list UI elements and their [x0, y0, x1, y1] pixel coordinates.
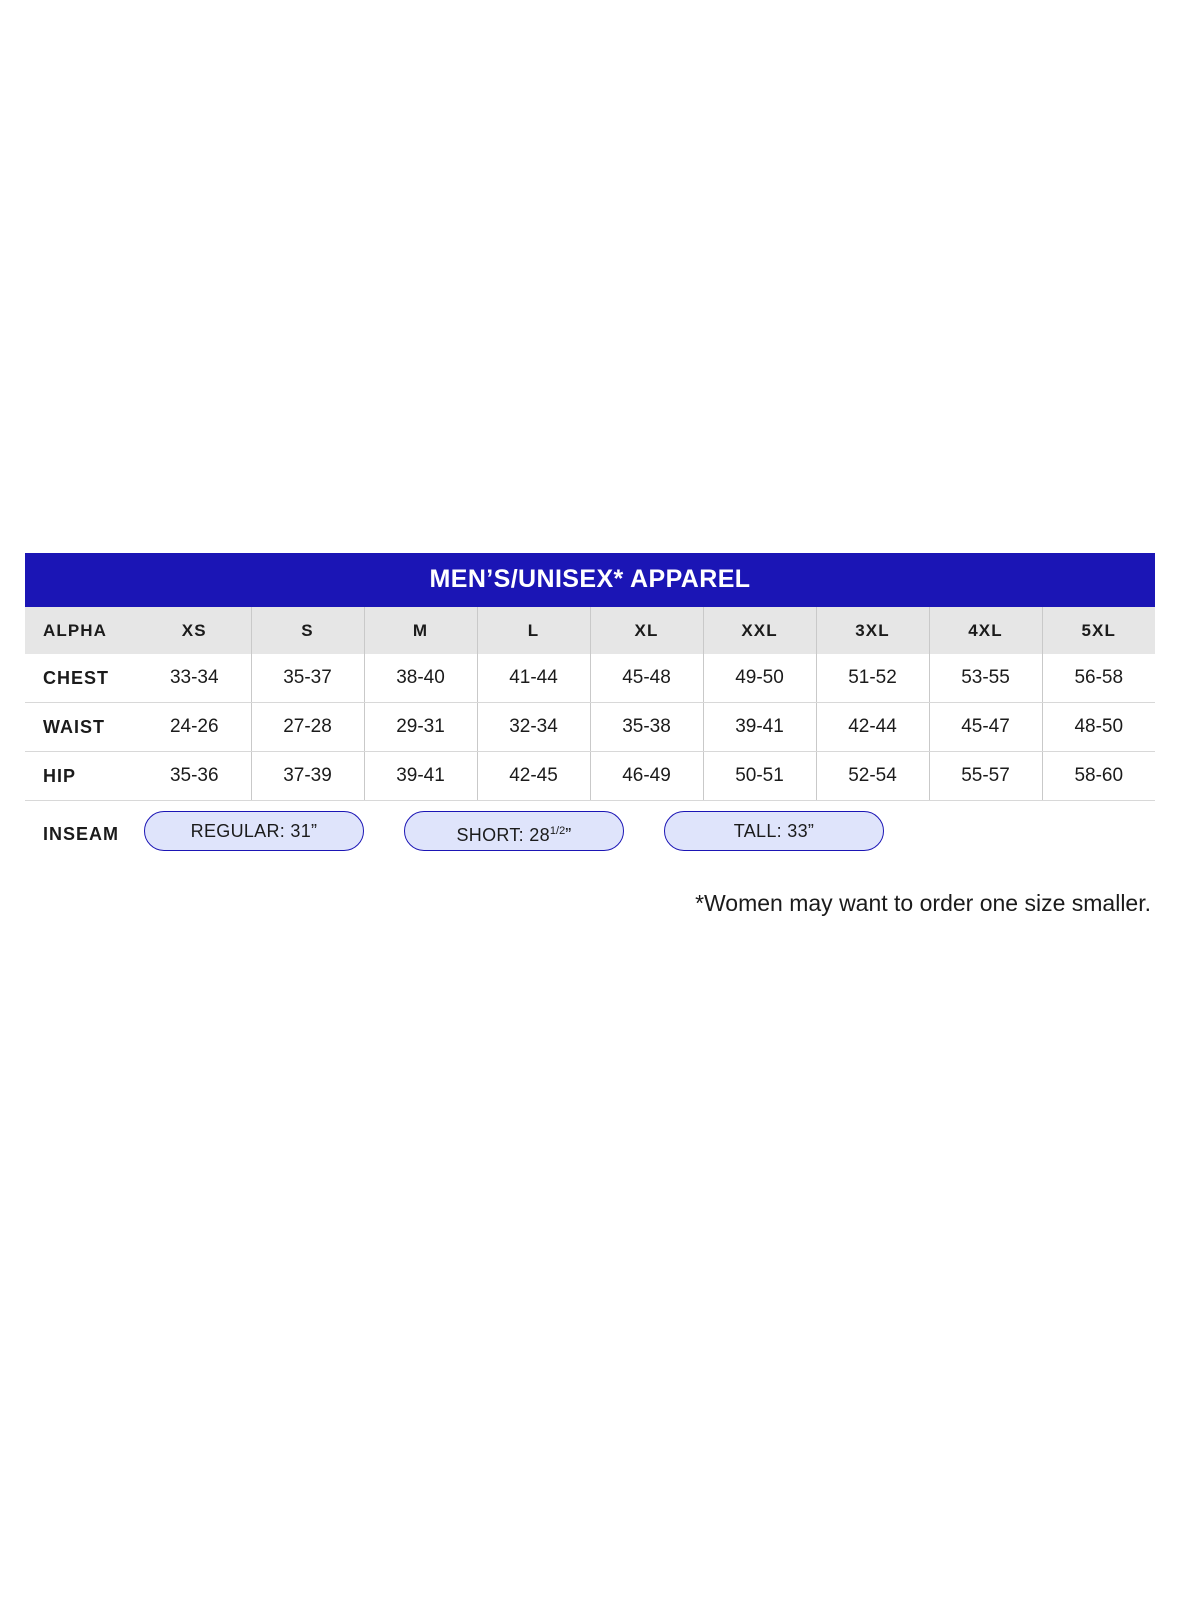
- cell-hip-4xl: 55-57: [929, 752, 1042, 801]
- footnote: *Women may want to order one size smaller.: [695, 890, 1151, 916]
- size-chart: [25, 553, 1155, 867]
- chart-title: MEN’S/UNISEX* APPAREL: [25, 553, 1155, 607]
- cell-hip-s: 37-39: [251, 752, 364, 801]
- inseam-options: [138, 801, 1155, 868]
- row-label-inseam: INSEAM: [43, 823, 120, 844]
- cell-waist-3xl: 42-44: [816, 703, 929, 752]
- row-label-waist: WAIST: [25, 703, 138, 752]
- cell-waist-xxl: 39-41: [703, 703, 816, 752]
- column-header-s: S: [251, 607, 364, 654]
- column-header-m: M: [364, 607, 477, 654]
- column-header-xl: XL: [590, 607, 703, 654]
- cell-waist-xs: 24-26: [138, 703, 251, 752]
- row-label-hip: HIP: [25, 752, 138, 801]
- table-header-row: [25, 607, 1155, 654]
- cell-waist-m: 29-31: [364, 703, 477, 752]
- inseam-option-tall[interactable]: TALL: 33”: [664, 811, 884, 851]
- column-header-alpha: ALPHA: [43, 621, 108, 640]
- cell-hip-xl: 46-49: [590, 752, 703, 801]
- cell-chest-l: 41-44: [477, 654, 590, 703]
- inseam-short-fraction: 1/2: [549, 825, 566, 837]
- cell-chest-xs: 33-34: [138, 654, 251, 703]
- table-row: [25, 752, 1155, 801]
- cell-chest-xxl: 49-50: [703, 654, 816, 703]
- column-header-xs: XS: [138, 607, 251, 654]
- column-header-3xl: 3XL: [816, 607, 929, 654]
- cell-chest-4xl: 53-55: [929, 654, 1042, 703]
- row-label-chest: CHEST: [25, 654, 138, 703]
- cell-waist-l: 32-34: [477, 703, 590, 752]
- column-header-xxl: XXL: [703, 607, 816, 654]
- cell-hip-xs: 35-36: [138, 752, 251, 801]
- table-row-inseam: [25, 801, 1155, 868]
- column-header-4xl: 4XL: [929, 607, 1042, 654]
- cell-waist-xl: 35-38: [590, 703, 703, 752]
- inseam-option-short[interactable]: [404, 811, 624, 851]
- table-row: [25, 703, 1155, 752]
- cell-waist-4xl: 45-47: [929, 703, 1042, 752]
- cell-chest-xl: 45-48: [590, 654, 703, 703]
- cell-chest-3xl: 51-52: [816, 654, 929, 703]
- inseam-option-regular[interactable]: REGULAR: 31”: [144, 811, 364, 851]
- cell-chest-s: 35-37: [251, 654, 364, 703]
- cell-chest-5xl: 56-58: [1042, 654, 1155, 703]
- inseam-short-label: SHORT: 28: [456, 825, 550, 845]
- cell-hip-m: 39-41: [364, 752, 477, 801]
- table-row: [25, 654, 1155, 703]
- cell-hip-3xl: 52-54: [816, 752, 929, 801]
- column-header-l: L: [477, 607, 590, 654]
- cell-chest-m: 38-40: [364, 654, 477, 703]
- inseam-short-suffix: ”: [565, 825, 572, 845]
- cell-waist-s: 27-28: [251, 703, 364, 752]
- size-table: [25, 607, 1155, 867]
- cell-hip-5xl: 58-60: [1042, 752, 1155, 801]
- column-header-5xl: 5XL: [1081, 621, 1116, 640]
- cell-hip-l: 42-45: [477, 752, 590, 801]
- cell-hip-xxl: 50-51: [703, 752, 816, 801]
- cell-waist-5xl: 48-50: [1042, 703, 1155, 752]
